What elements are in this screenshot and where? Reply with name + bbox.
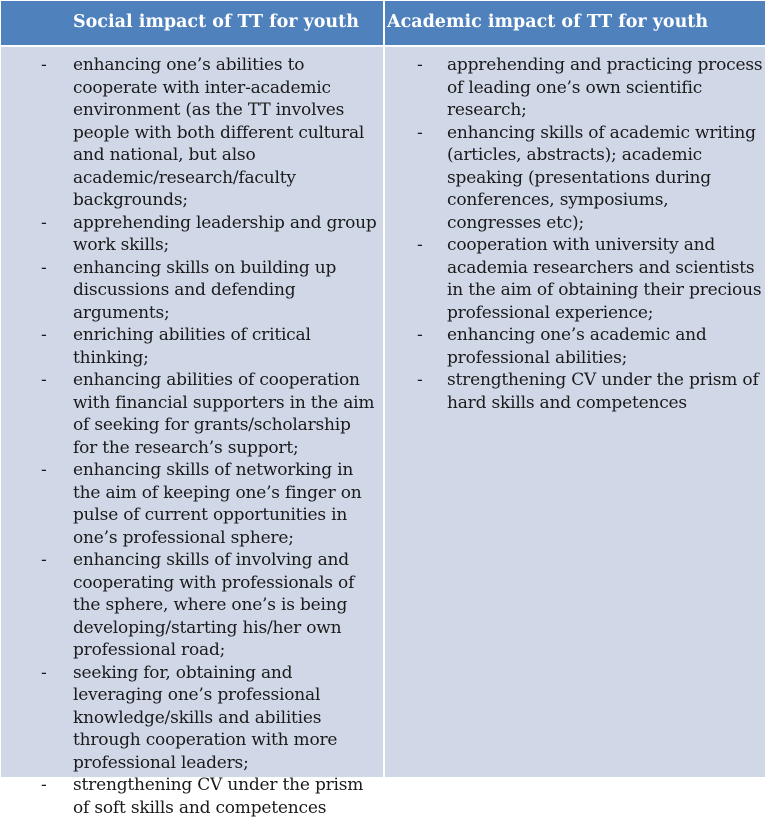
list-item <box>1 459 383 549</box>
dash-bullet-icon: - <box>41 460 47 480</box>
list-item-text: strengthening CV under the prism of soft skills and competences <box>73 775 364 818</box>
list-item-text: apprehending and practicing process of leading one’s own scientific research; <box>447 55 763 120</box>
list-item-text: enhancing skills of networking in the aim of keeping one’s finger on pulse of current opportunities in one’s professional sphere; <box>73 460 362 548</box>
list-item-text: cooperation with university and academia researchers and scientists in the aim of obtaining their precious professional experience; <box>447 235 762 323</box>
list-item-text: enhancing one’s academic and professional abilities; <box>447 325 707 368</box>
academic-impact-cell <box>385 45 765 777</box>
list-item-text: enhancing one’s abilities to cooperate with inter-academic environment (as the TT involves people with both different cultural and national, but also academic/research/faculty backgrounds; <box>73 55 365 210</box>
list-item <box>385 324 765 369</box>
list-item <box>1 257 383 325</box>
list-item <box>1 662 383 775</box>
list-item <box>1 324 383 369</box>
list-item <box>1 54 383 212</box>
header-academic-impact: Academic impact of TT for youth <box>385 1 765 45</box>
list-item-text: seeking for, obtaining and leveraging one’s professional knowledge/skills and abilities through cooperation with more professional leaders; <box>73 662 338 773</box>
list-item-text: strengthening CV under the prism of hard skills and competences <box>447 370 759 413</box>
header-social-impact: Social impact of TT for youth <box>1 1 385 45</box>
dash-bullet-icon: - <box>417 122 423 143</box>
list-item-text: enhancing skills on building up discussions and defending arguments; <box>73 257 337 323</box>
dash-bullet-icon: - <box>417 55 423 75</box>
dash-bullet-icon: - <box>41 55 47 75</box>
list-item <box>1 549 383 662</box>
dash-bullet-icon: - <box>417 370 423 390</box>
list-item <box>1 212 383 257</box>
dash-bullet-icon: - <box>41 370 47 390</box>
social-impact-cell <box>1 45 385 818</box>
dash-bullet-icon: - <box>417 325 423 345</box>
list-item <box>385 234 765 324</box>
dash-bullet-icon: - <box>417 235 423 255</box>
list-item-text: enriching abilities of critical thinking; <box>73 325 311 368</box>
list-item-text: enhancing abilities of cooperation with financial supporters in the aim of seeking for grants/scholarship for the research’s support; <box>73 370 375 458</box>
academic-impact-list <box>385 54 765 414</box>
list-item-text: enhancing skills of involving and cooperating with professionals of the sphere, where one’s is being developing/starting his/her own professional road; <box>73 550 355 660</box>
dash-bullet-icon: - <box>41 257 47 278</box>
dash-bullet-icon: - <box>41 325 47 345</box>
list-item <box>385 54 765 122</box>
dash-bullet-icon: - <box>41 550 47 570</box>
list-item <box>1 369 383 459</box>
list-item <box>385 369 765 414</box>
list-item-text: enhancing skills of academic writing (articles, abstracts); academic speaking (presentations during conferences, symposiums, congresses etc); <box>447 122 756 233</box>
list-item <box>1 774 383 819</box>
dash-bullet-icon: - <box>41 662 47 683</box>
dash-bullet-icon: - <box>41 212 47 233</box>
social-impact-list <box>1 54 383 819</box>
dash-bullet-icon: - <box>41 775 47 795</box>
list-item-text: apprehending leadership and group work skills; <box>73 212 377 255</box>
list-item <box>385 122 765 235</box>
